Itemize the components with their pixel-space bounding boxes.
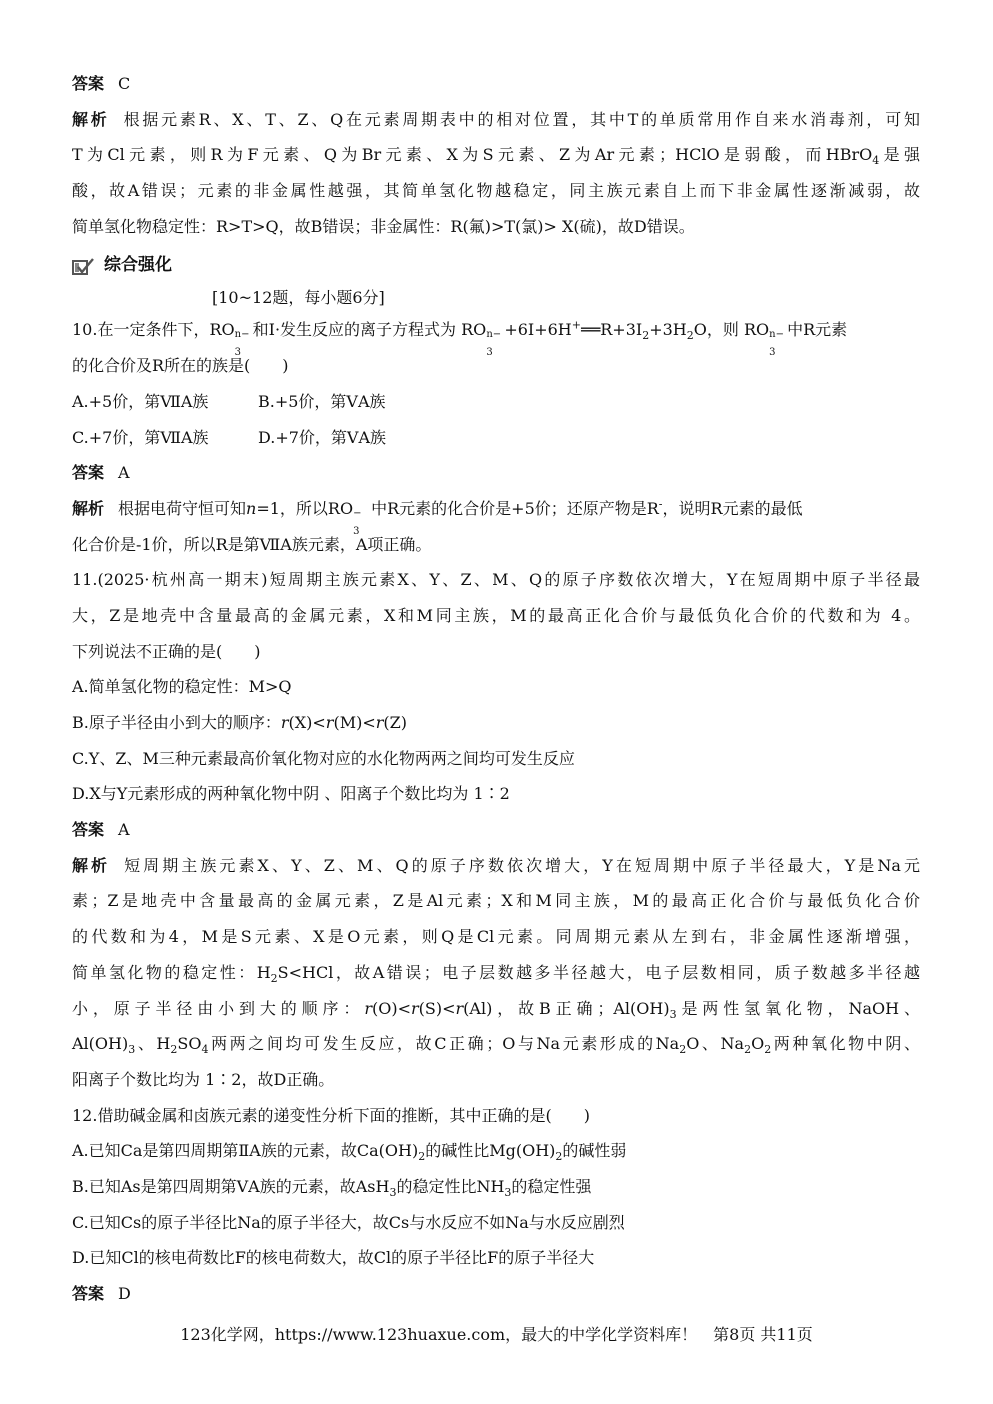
stem-text: ══R [580, 320, 613, 340]
subscript: 3 [504, 1186, 512, 1200]
analysis-text: 两种氧化物中阴、 [771, 1034, 920, 1054]
subscript: 3 [486, 347, 493, 359]
answer-label: 答案 [72, 820, 105, 840]
option-text: 的碱性弱 [562, 1141, 627, 1161]
superscript: − [353, 507, 362, 519]
section-title: 综合强化 [104, 255, 172, 276]
question-11-analysis [72, 848, 920, 884]
option-c: C.+7价，第ⅦA族 [72, 427, 209, 447]
subscript: 2 [744, 1043, 752, 1057]
variable-r: r [375, 713, 384, 732]
analysis-text: S<HCl，故A错误；电子层数越多半径越大，电子层数相同，质子数越多半径越 [277, 962, 920, 982]
question-11-answer [72, 812, 920, 848]
question-11-analysis [72, 1026, 920, 1062]
analysis-text: O、Na [686, 1034, 745, 1054]
stem-text: O，则 RO [693, 320, 770, 340]
analysis-text: 酸，故A错误；元素的非金属性越强，其简单氢化物越稳定，同主族元素自上而下非金属性逐渐减弱，故 [72, 181, 920, 201]
analysis-text: =1，所以RO [256, 498, 354, 518]
analysis-text: (S)< [418, 998, 456, 1018]
prev-analysis-line [72, 102, 920, 138]
subscript: 2 [686, 329, 694, 343]
variable-r: r [280, 713, 289, 732]
stem-text: 和I [252, 320, 275, 340]
stem-text: +3I [612, 320, 643, 340]
superscript: n− [769, 329, 784, 341]
document-page [72, 66, 920, 1312]
analysis-text: T为Cl元素，则R为F元素、Q为Br元素、X为S元素、Z为Ar元素；HClO是弱酸，而HBrO [72, 145, 873, 165]
stem-text: 发生反应的离子方程式为 RO [280, 320, 487, 340]
prev-analysis-line [72, 137, 920, 173]
analysis-text: 是强 [879, 145, 920, 165]
section-header [72, 252, 920, 284]
stem-text: +3H [649, 320, 687, 340]
answer-label: 答案 [72, 74, 105, 93]
question-12-stem: 12.借助碱金属和卤族元素的递变性分析下面的推断，其中正确的是( ) [72, 1105, 590, 1125]
question-12-answer [72, 1276, 920, 1312]
prev-answer [72, 66, 920, 102]
subscript: 2 [679, 1043, 687, 1057]
subscript: 4 [872, 154, 880, 168]
variable-r: r [364, 998, 372, 1018]
option-text: 的稳定性强 [511, 1176, 592, 1196]
answer-label: 答案 [72, 463, 105, 483]
variable-r: r [410, 998, 419, 1018]
analysis-text: ，说明R元素的最低 [662, 498, 803, 518]
analysis-text: 简单氢化物的稳定性：H [72, 962, 271, 982]
option-b [72, 705, 920, 741]
option-a: A.+5价，第ⅦA族 [72, 391, 209, 411]
subscript: 2 [555, 1150, 563, 1164]
section-subtitle: [10~12题，每小题6分] [212, 288, 385, 308]
analysis-text: 根据元素R、X、T、Z、Q在元素周期表中的相对位置，其中T的单质常用作自来水消毒剂，可知 [123, 109, 920, 129]
question-10-options-row [72, 420, 920, 456]
option-text: 的稳定性比NH [396, 1176, 505, 1196]
analysis-text: 短周期主族元素X、Y、Z、M、Q的原子序数依次增大，Y在短周期中原子半径最大，Y是Na元 [124, 855, 920, 875]
answer-label: 答案 [72, 1284, 105, 1303]
variable-r: r [325, 713, 334, 732]
option-b: B.+5价，第ⅤA族 [258, 391, 386, 411]
analysis-label: 解析 [72, 498, 105, 518]
analysis-text: 根据电荷守恒可知 [118, 498, 247, 518]
analysis-text: Al(OH) [72, 1034, 129, 1054]
analysis-text: (Al)，故B正确；Al(OH) [463, 998, 670, 1018]
stem-text: +6I [504, 320, 535, 340]
question-11-stem: 11.(2025·杭州高一期末)短周期主族元素X、Y、Z、M、Q的原子序数依次增大，Y在短周期中原子半径最 [72, 570, 920, 590]
answer-value: C [118, 74, 131, 93]
question-11-analysis: 的代数和为4，M是S元素、X是O元素，则Q是Cl元素。同周期元素从左到右，非金属性逐渐增强， [72, 927, 920, 947]
option-d: D.+7价，第ⅤA族 [258, 427, 387, 447]
subscript: 3 [389, 1186, 397, 1200]
question-10-analysis: 化合价是-1价，所以R是第ⅦA族元素，A项正确。 [72, 534, 432, 554]
option-c: C.已知Cs的原子半径比Na的原子半径大，故Cs与水反应不如Na与水反应剧烈 [72, 1212, 625, 1232]
question-11-analysis: 素；Z是地壳中含量最高的金属元素，Z是Al元素；X和M同主族，M的最高正化合价与最低负化合价 [72, 891, 920, 911]
question-11-stem: 下列说法不正确的是( ) [72, 641, 261, 661]
superscript: n− [486, 329, 502, 341]
question-10-options-row [72, 384, 920, 420]
option-text: B.原子半径由小到大的顺序： [72, 713, 281, 732]
superscript: n− [234, 329, 250, 341]
option-text: A.已知Ca是第四周期第ⅡA族的元素，故Ca(OH) [72, 1141, 419, 1161]
analysis-text: 简单氢化物稳定性：R>T>Q，故B错误；非金属性：R(氟)>T(氯)> X(硫)，故D错误。 [72, 216, 695, 236]
analysis-text: 两两之间均可发生反应，故C正确；O与Na元素形成的Na [208, 1034, 680, 1054]
subscript: 2 [270, 972, 278, 985]
option-c: C.Y、Z、M三种元素最高价氧化物对应的水化物两两之间均可发生反应 [72, 748, 575, 768]
subscript: 3 [234, 347, 241, 359]
subscript: 3 [128, 1043, 136, 1057]
analysis-text: O [751, 1034, 765, 1054]
option-a: A.简单氢化物的稳定性：M>Q [72, 677, 292, 697]
subscript: 3 [353, 525, 360, 537]
prev-analysis-line [72, 209, 920, 245]
subscript: 2 [764, 1043, 772, 1057]
answer-value: A [118, 820, 130, 840]
page-footer: 123化学网，https://www.123huaxue.com，最大的中学化学资料库！ 第8页 共11页 [180, 1325, 813, 1344]
analysis-text: (O)< [371, 998, 411, 1018]
analysis-label: 解析 [72, 855, 111, 875]
question-11-analysis [72, 955, 920, 991]
option-d: D.已知Cl的核电荷数比F的核电荷数大，故Cl的原子半径比F的原子半径大 [72, 1248, 595, 1268]
variable-r: r [455, 998, 464, 1018]
analysis-text: 中R元素的化合价是+5价；还原产物是R [371, 498, 659, 518]
subscript: 2 [418, 1150, 426, 1164]
prev-analysis-line [72, 173, 920, 209]
question-10-analysis [72, 491, 920, 537]
answer-value: D [118, 1284, 131, 1303]
answer-value: A [118, 463, 130, 483]
option-d: D.X与Y元素形成的两种氧化物中阴 、阳离子个数比均为 1∶2 [72, 784, 510, 804]
analysis-text: 、H [135, 1034, 171, 1054]
question-10-stem: 的化合价及R所在的族是( ) [72, 356, 289, 376]
question-11-analysis [72, 991, 920, 1027]
option-a [72, 1133, 920, 1169]
option-text: 的碱性比Mg(OH) [425, 1141, 556, 1161]
stem-text: 中R元素 [787, 320, 848, 340]
variable-n: n [246, 498, 257, 518]
option-text: (Z) [383, 713, 407, 732]
question-11-analysis: 阳离子个数比均为 1∶2，故D正确。 [72, 1069, 335, 1089]
analysis-text: 是两性氢氧化物，NaOH、 [676, 998, 920, 1018]
subscript: 3 [669, 1007, 677, 1021]
stem-text: · [274, 320, 281, 340]
analysis-text: 小，原子半径由小到大的顺序： [72, 998, 365, 1018]
subscript: 2 [170, 1043, 178, 1057]
check-box-icon [72, 258, 94, 276]
subscript: 4 [201, 1043, 209, 1057]
subscript: 3 [769, 347, 776, 359]
superscript: + [571, 319, 581, 333]
question-11-stem: 大，Z是地壳中含量最高的金属元素，X和M同主族，M的最高正化合价与最低负化合价的代数和为 4。 [72, 605, 920, 625]
option-b [72, 1169, 920, 1205]
option-text: B.已知As是第四周期第ⅤA族的元素，故AsH [72, 1176, 390, 1196]
question-10-stem [72, 312, 920, 359]
superscript: - [658, 497, 663, 511]
analysis-label: 解析 [72, 109, 110, 129]
question-10-answer [72, 455, 920, 491]
analysis-text: SO [177, 1034, 202, 1054]
subscript: 2 [642, 329, 650, 343]
stem-text: +6H [534, 320, 572, 340]
stem-text: 10.在一定条件下，RO [72, 320, 235, 340]
option-text: (M)< [333, 713, 376, 732]
option-text: (X)< [288, 713, 326, 732]
